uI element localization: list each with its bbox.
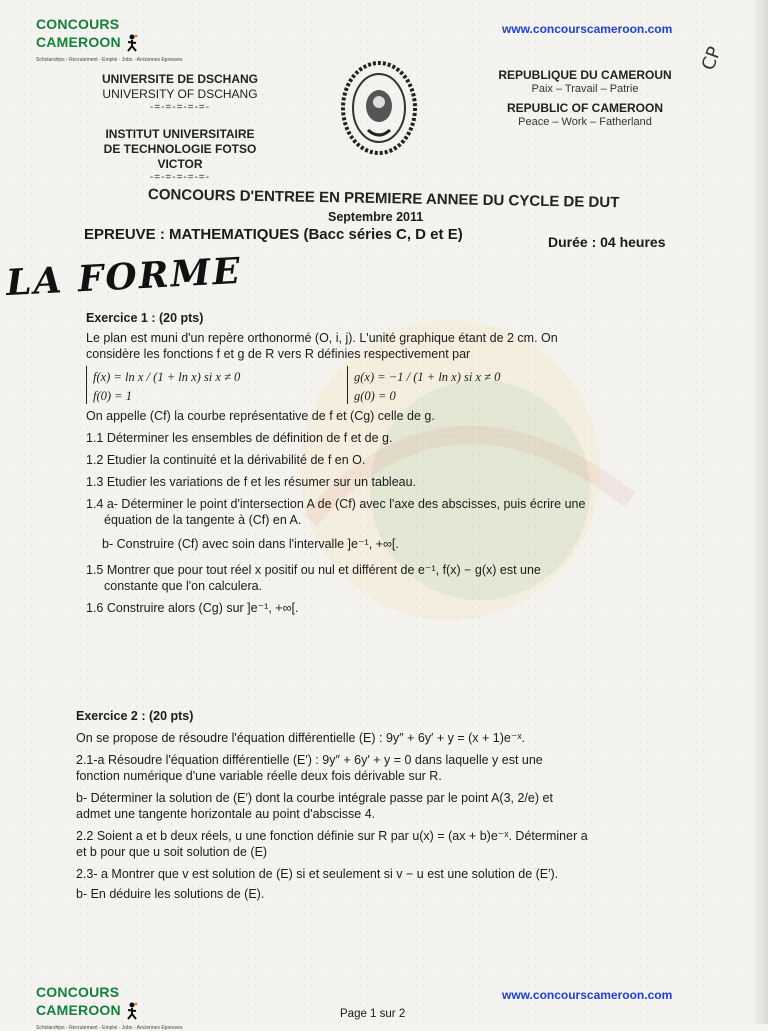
exam-duration: Durée : 04 heures	[548, 234, 666, 250]
university-name-fr: UNIVERSITE DE DSCHANG	[101, 72, 259, 86]
ex1-q1-2: 1.2 Etudier la continuité et la dérivabilité de f en O.	[86, 453, 366, 467]
ex1-q1-5-1: 1.5 Montrer que pour tout réel x positif ou nul et différent de e⁻¹, f(x) − g(x) est une	[86, 563, 541, 577]
exam-subject: EPREUVE : MATHEMATIQUES (Bacc séries C, D et E)	[84, 226, 463, 243]
ex1-q1-4a-1: 1.4 a- Déterminer le point d'intersection A de (Cf) avec l'axe des abscisses, puis écrire une	[86, 497, 586, 511]
ex1-q1-5-2: constante que l'on calculera.	[104, 579, 263, 593]
top-logo	[36, 16, 196, 63]
ex1-curves: On appelle (Cf) la courbe représentative de f et (Cg) celle de g.	[86, 409, 435, 423]
exercise-1-title: Exercice 1 : (20 pts)	[86, 311, 204, 325]
footer-logo-brand-text: CONCOURS CAMEROON	[36, 984, 121, 1018]
republic-name-en: REPUBLIC OF CAMEROON	[507, 101, 663, 115]
exam-title: CONCOURS D'ENTREE EN PREMIERE ANNEE DU CYCLE DE DUT	[147, 186, 620, 212]
ex2-q2-2-1: 2.2 Soient a et b deux réels, u une fonction définie sur R par u(x) = (ax + b)e⁻ˣ. Déterminer a	[76, 829, 588, 843]
ex2-q2-3a: 2.3- a Montrer que v est solution de (E) si et seulement si v − u est une solution de (E′).	[76, 867, 559, 881]
logo-tagline: Scholarships - Recrutement - Emploi - Jobs - Anciennes Epreuves	[36, 57, 183, 63]
motto-en: Peace – Work – Fatherland	[518, 116, 652, 128]
handwritten-annotation: CP	[697, 43, 726, 74]
handwritten-label: LA FORME	[5, 249, 243, 305]
page-edge	[752, 0, 768, 1024]
exercise-2-title: Exercice 2 : (20 pts)	[76, 709, 194, 723]
ex2-q2-1a-2: fonction numérique d'une variable réelle deux fois dérivable sur R.	[76, 769, 442, 783]
ex1-intro-1: Le plan est muni d'un repère orthonormé (O, i, j). L'unité graphique étant de 2 cm. On	[86, 331, 558, 345]
g-definition	[347, 366, 554, 404]
f-definition	[86, 366, 283, 404]
motto-fr: Paix – Travail – Patrie	[531, 83, 639, 95]
ex1-q1-4a-2: équation de la tangente à (Cf) en A.	[104, 513, 302, 527]
header-left	[80, 72, 280, 183]
ex2-q2-1b-2: admet une tangente horizontale au point d'abscisse 4.	[76, 807, 376, 821]
ex2-q2-3b: b- En déduire les solutions de (E).	[76, 887, 265, 901]
exam-date: Septembre 2011	[328, 210, 424, 224]
ex2-intro: On se propose de résoudre l'équation différentielle (E) : 9y″ + 6y′ + y = (x + 1)e⁻ˣ.	[76, 731, 526, 745]
website-link-top[interactable]: www.concourscameroon.com	[502, 22, 673, 36]
f-def-line-2: f(0) = 1	[93, 389, 132, 403]
ex2-q2-2-2: et b pour que u soit solution de (E)	[76, 845, 268, 859]
logo-brand-text: CONCOURS CAMEROON	[36, 16, 121, 50]
institute-line-1: INSTITUT UNIVERSITAIRE	[105, 127, 255, 141]
ex1-q1-4b: b- Construire (Cf) avec soin dans l'intervalle ]e⁻¹, +∞[.	[102, 537, 399, 551]
header-right	[480, 68, 690, 128]
footer-logo-tagline: Scholarships - Recrutement - Emploi - Jobs - Anciennes Epreuves	[36, 1025, 183, 1031]
ex1-intro-2: considère les fonctions f et g de R vers R définies respectivement par	[86, 347, 471, 361]
ex2-q2-1a-1: 2.1-a Résoudre l'équation différentielle (E′) : 9y″ + 6y′ + y = 0 dans laquelle y est une	[76, 753, 543, 767]
republic-name-fr: REPUBLIQUE DU CAMEROUN	[498, 68, 672, 82]
website-link-bottom[interactable]: www.concourscameroon.com	[502, 988, 673, 1002]
g-def-line-2: g(0) = 0	[354, 389, 396, 403]
ex1-q1-1: 1.1 Déterminer les ensembles de définition de f et de g.	[86, 431, 393, 445]
university-seal-icon	[340, 60, 418, 156]
ex1-q1-3: 1.3 Etudier les variations de f et les résumer sur un tableau.	[86, 475, 417, 489]
f-def-line-1: f(x) = ln x / (1 + ln x) si x ≠ 0	[93, 370, 241, 384]
exercise-1	[86, 310, 746, 616]
institute-line-2: DE TECHNOLOGIE FOTSO VICTOR	[103, 142, 257, 171]
ex1-q1-6: 1.6 Construire alors (Cg) sur ]e⁻¹, +∞[.	[86, 601, 299, 615]
logo-figure-icon	[125, 34, 139, 57]
university-name-en: UNIVERSITY OF DSCHANG	[102, 87, 258, 101]
separator-2: -=-=-=-=-=-	[149, 172, 211, 183]
separator: -=-=-=-=-=-	[149, 102, 211, 113]
page-number: Page 1 sur 2	[340, 1008, 406, 1020]
exercise-2	[76, 708, 746, 902]
g-def-line-1: g(x) = −1 / (1 + ln x) si x ≠ 0	[354, 370, 501, 384]
footer-logo-figure-icon	[125, 1002, 139, 1025]
ex2-q2-1b-1: b- Déterminer la solution de (E′) dont la courbe intégrale passe par le point A(3, 2/e) et	[76, 791, 553, 805]
